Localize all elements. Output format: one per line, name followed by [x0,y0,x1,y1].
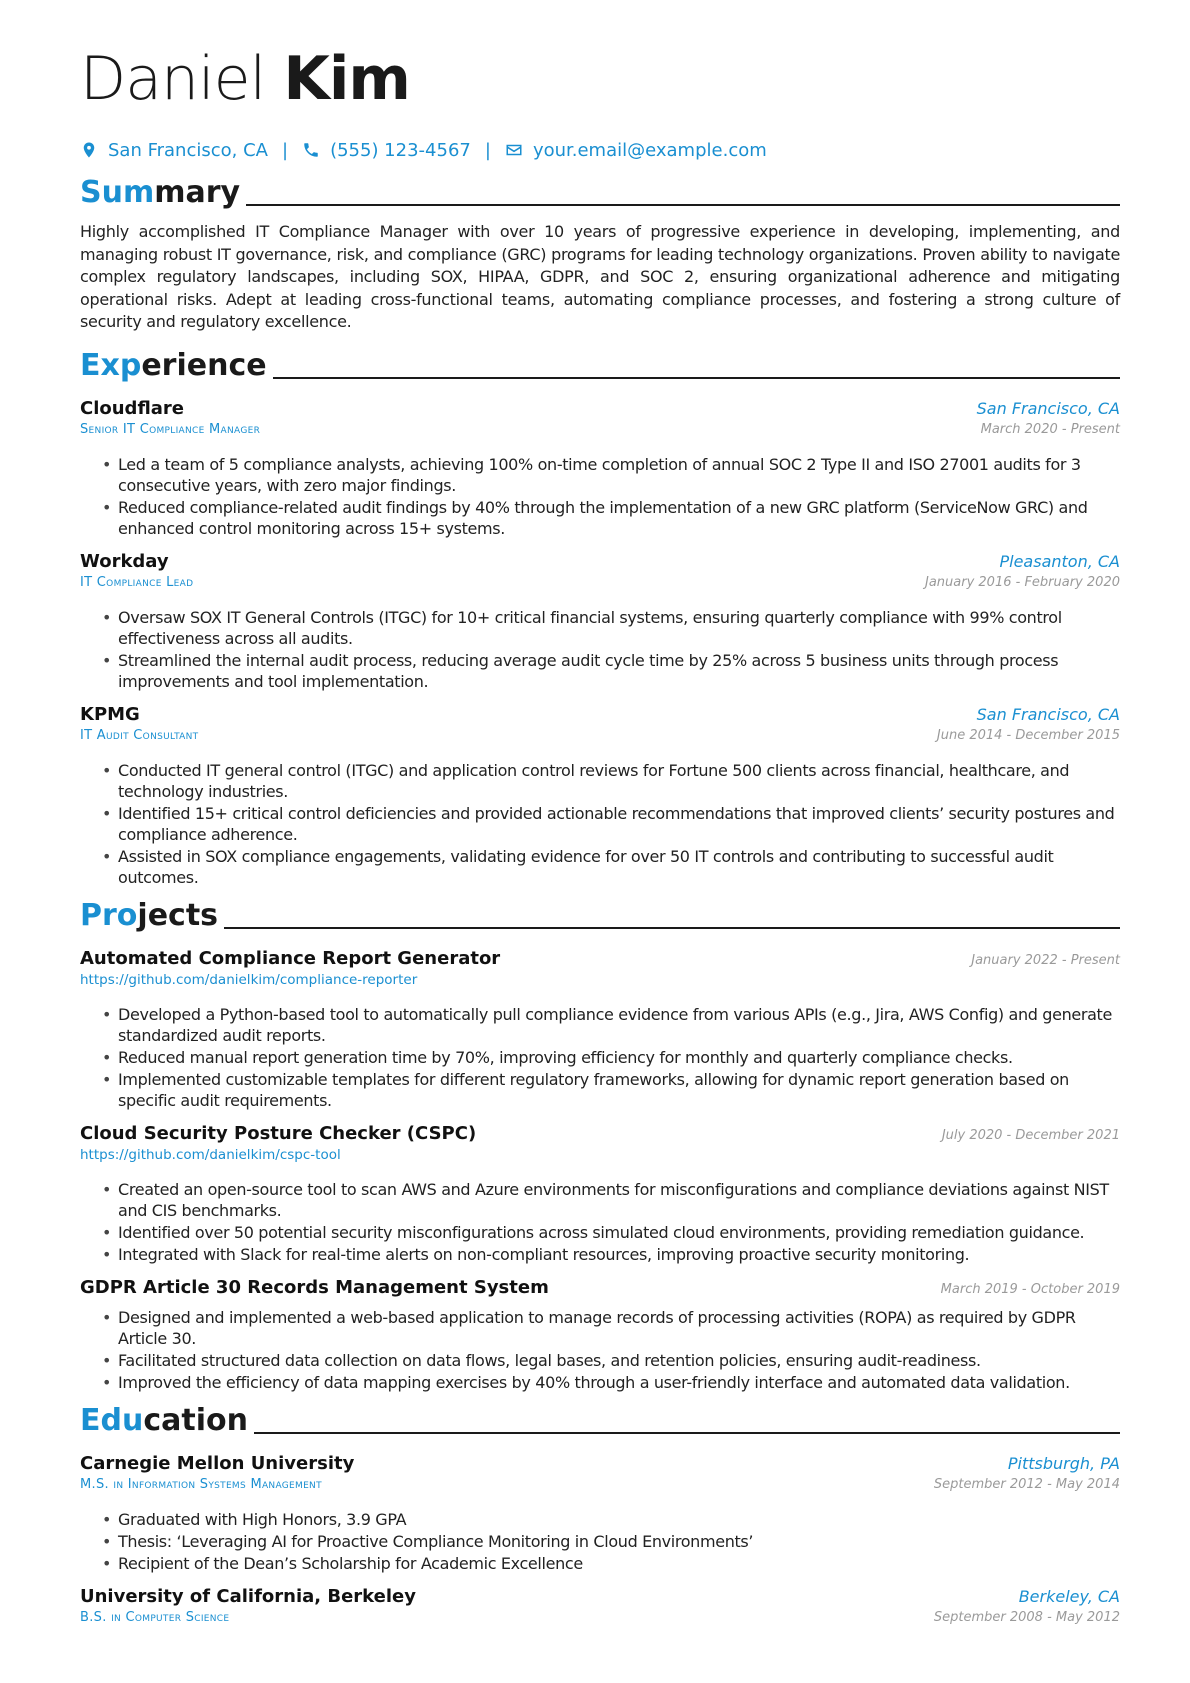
section-title: Education [80,1402,248,1438]
company-name: Workday [80,550,169,572]
bullet-item: • Reduced compliance-related audit findings by 40% through the implementation of a new GRC platform (ServiceNow GRC) and enhanced control monitoring across 15+ systems. [118,497,1120,539]
phone-text: (555) 123-4567 [330,139,471,161]
experience-entry [80,704,1120,888]
job-dates: June 2014 - December 2015 [936,727,1120,743]
summary-section-header [80,173,1120,213]
bullet-item: • Streamlined the internal audit process, reducing average audit cycle time by 25% across 5 business units through process improvements and tool implementation. [118,650,1120,692]
bullet-item: • Identified 15+ critical control deficiencies and provided actionable recommendations that improved clients’ security postures and compliance adherence. [118,803,1120,845]
job-location: Pleasanton, CA [999,551,1120,571]
education-entry [80,1586,1120,1632]
experience-entry [80,551,1120,692]
bullet-item: • Recipient of the Dean’s Scholarship for Academic Excellence [118,1553,1120,1574]
project-name: Cloud Security Posture Checker (CSPC) [80,1122,477,1144]
school-name: Carnegie Mellon University [80,1452,355,1474]
job-title: IT Compliance Lead [80,574,194,590]
bullet-item: • Thesis: ‘Leveraging AI for Proactive Compliance Monitoring in Cloud Environments’ [118,1531,1120,1552]
education-dates: September 2012 - May 2014 [933,1476,1120,1492]
project-entry [80,1277,1120,1393]
section-divider [246,204,1120,206]
envelope-icon [505,141,523,159]
school-name: University of California, Berkeley [80,1585,416,1607]
bullet-item: • Created an open-source tool to scan AWS and Azure environments for misconfigurations and compliance deviations against NIST and CIS benchmarks. [118,1179,1120,1221]
bullet-item: • Implemented customizable templates for different regulatory frameworks, allowing for dynamic report generation based on specific audit requirements. [118,1069,1120,1111]
candidate-name [80,40,1120,118]
email-link[interactable]: your.email@example.com [532,139,767,161]
project-link[interactable]: https://github.com/danielkim/cspc-tool [80,1146,341,1163]
degree: M.S. in Information Systems Management [80,1476,322,1492]
bullet-item: • Oversaw SOX IT General Controls (ITGC) for 10+ critical financial systems, ensuring quarterly compliance with 99% control effectiveness across all audits. [118,607,1120,649]
project-name: Automated Compliance Report Generator [80,947,501,969]
bullet-item: • Assisted in SOX compliance engagements, validating evidence for over 50 IT controls and contributing to successful audit outcomes. [118,846,1120,888]
first-name: Daniel [80,44,266,114]
bullet-item: • Developed a Python-based tool to automatically pull compliance evidence from various APIs (e.g., Jira, AWS Config) and generate standardized audit reports. [118,1004,1120,1046]
job-dates: January 2016 - February 2020 [925,574,1120,590]
job-dates: March 2020 - Present [980,421,1120,437]
phone-icon [302,141,320,159]
map-marker-icon [80,141,98,159]
projects-section-header [80,896,1120,936]
bullet-item: • Facilitated structured data collection on data flows, legal bases, and retention policies, ensuring audit-readiness. [118,1350,1120,1371]
bullet-list [80,454,1120,539]
bullet-item: • Designed and implemented a web-based application to manage records of processing activities (ROPA) as required by GDPR Article 30. [118,1307,1120,1349]
contact-line [80,135,1120,165]
experience-entry [80,398,1120,539]
education-entry [80,1453,1120,1574]
project-link[interactable]: https://github.com/danielkim/compliance-reporter [80,971,418,988]
section-title: Projects [80,897,219,933]
school-location: Berkeley, CA [1018,1586,1120,1606]
job-title: IT Audit Consultant [80,727,199,743]
project-dates: January 2022 - Present [971,952,1120,968]
bullet-list [80,1307,1120,1393]
bullet-item: • Integrated with Slack for real-time alerts on non-compliant resources, improving proactive security monitoring. [118,1244,1120,1265]
last-name: Kim [283,44,410,114]
education-dates: September 2008 - May 2012 [933,1609,1120,1625]
job-location: San Francisco, CA [976,398,1120,418]
section-divider [254,1432,1120,1434]
project-entry [80,948,1120,1111]
section-title: Summary [80,175,241,210]
bullet-list [80,1179,1120,1265]
company-name: KPMG [80,703,140,725]
bullet-item: • Improved the efficiency of data mapping exercises by 40% through a user-friendly interface and automated data validation. [118,1372,1120,1393]
project-dates: March 2019 - October 2019 [940,1281,1120,1297]
bullet-list [80,607,1120,692]
location-text: San Francisco, CA [108,139,268,161]
school-location: Pittsburgh, PA [1007,1453,1120,1473]
bullet-list [80,1509,1120,1574]
bullet-item: • Graduated with High Honors, 3.9 GPA [118,1509,1120,1530]
bullet-item: • Reduced manual report generation time by 70%, improving efficiency for monthly and quarterly compliance checks. [118,1047,1120,1068]
bullet-item: • Led a team of 5 compliance analysts, achieving 100% on-time completion of annual SOC 2 Type II and ISO 27001 audits for 3 consecutive years, with zero major findings. [118,454,1120,496]
project-dates: July 2020 - December 2021 [941,1127,1120,1143]
project-name: GDPR Article 30 Records Management System [80,1276,549,1298]
bullet-item: • Conducted IT general control (ITGC) and application control reviews for Fortune 500 clients across financial, healthcare, and technology industries. [118,760,1120,802]
job-location: San Francisco, CA [976,704,1120,724]
education-section-header [80,1401,1120,1441]
experience-section-header [80,346,1120,386]
section-divider [273,377,1120,379]
resume-page [80,40,1120,1632]
bullet-item: • Identified over 50 potential security misconfigurations across simulated cloud environments, providing remediation guidance. [118,1222,1120,1243]
bullet-list [80,1004,1120,1111]
section-title: Experience [80,347,267,383]
bullet-list [80,760,1120,888]
degree: B.S. in Computer Science [80,1609,230,1625]
project-entry [80,1123,1120,1265]
company-name: Cloudflare [80,397,185,419]
section-divider [224,927,1120,929]
separator: | [484,139,491,161]
job-title: Senior IT Compliance Manager [80,421,261,437]
separator: | [281,139,289,161]
summary-text: Highly accomplished IT Compliance Manager with over 10 years of progressive experience in developing, implementing, and managing robust IT governance, risk, and compliance (GRC) programs for leading technology organizations. Proven ability to navigate complex regulatory landscapes, including SOX, HIPAA, GDPR, and SOC 2, ensuring organizational adherence and mitigating operational risks. Adept at leading cross-functional teams, automating compliance processes, and fostering a strong culture of security and regulatory excellence. [80,222,1120,331]
